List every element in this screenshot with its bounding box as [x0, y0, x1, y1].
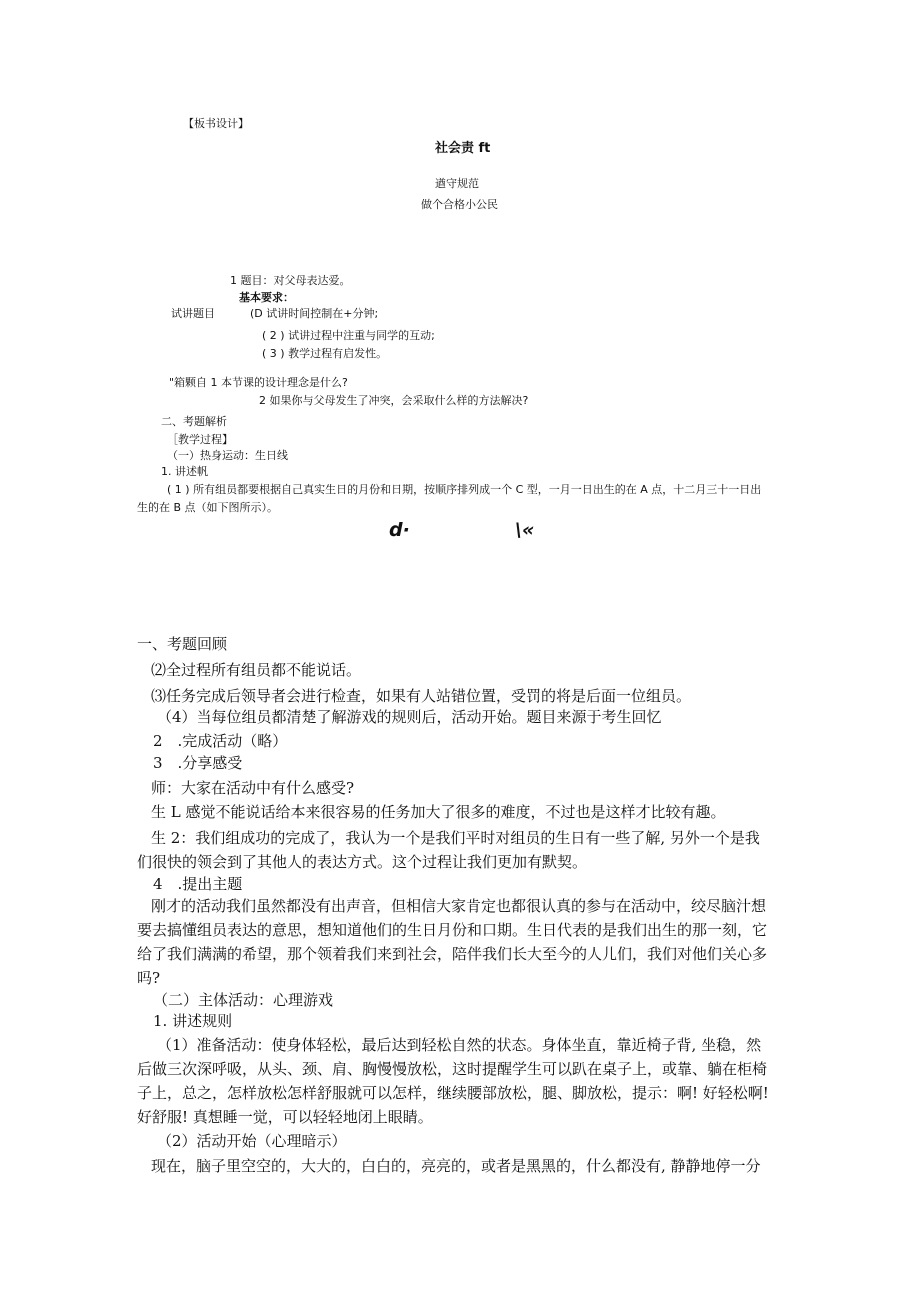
requirement-3: ( 3 ) 教学过程有启发性。: [262, 347, 388, 360]
review-point-2: ⑵全过程所有组员都不能说话。: [151, 661, 362, 679]
teaching-process-label: ［教学过程】: [167, 433, 233, 446]
trial-side-label: 试讲题目: [171, 307, 215, 320]
student-1-answer: 生 L 感觉不能说话给本来很容易的任务加大了很多的难度，不过也是这样才比较有趣。: [151, 803, 726, 821]
rule-1-line-2: 生的在 B 点（如下图所示）。: [137, 501, 279, 514]
theme-line-1: 刚才的活动我们虽然都没有出声音，但相信大家肯定也都很认真的参与在活动中，绞尽脑汁想: [151, 897, 767, 915]
rule-1-line-1: ( 1 ) 所有组员都要根据自己真实生日的月份和日期，按顺序排列成一个 C 型，一月一日出生的在 A 点，十二月三十一日出: [167, 483, 762, 496]
theme-line-3: 给了我们满满的希望，那个领着我们来到社会，陪伴我们长大至今的人儿们，我们对他们关心多: [137, 945, 768, 963]
explain-rules-heading: 1. 讲述规则: [153, 1012, 233, 1030]
board-line-1: 遒守规范: [435, 177, 479, 190]
figure-glyph-left: d·: [389, 519, 410, 541]
prep-line-2: 后做三次深呼吸，从头、颈、肩、胸慢慢放松，这时提醒学生可以趴在桌子上，或靠、躺在柜椅: [137, 1060, 768, 1078]
prep-line-4: 好舒服! 真想睡一觉，可以轻轻地闭上眼睛。: [137, 1108, 433, 1126]
question-1: "箱颗自 1 本节课的设计理念是什么?: [169, 376, 348, 389]
board-title: 社会责 ft: [435, 141, 491, 156]
trial-topic: 1 题目：对父母表达爱。: [230, 274, 351, 287]
step-2: 2 .完成活动（略）: [153, 732, 288, 750]
main-activity-heading: （二）主体活动：心理游戏: [153, 991, 334, 1009]
step-4: 4 .提出主题: [153, 875, 243, 893]
requirements-heading: 基本要求：: [239, 291, 294, 304]
review-heading: 一、考题回顾: [137, 635, 228, 653]
teacher-question: 师：大家在活动中有什么感受?: [151, 779, 355, 797]
review-point-4: （4）当每位组员都清楚了解游戏的规则后，活动开始。题目来源于考生回忆: [157, 708, 662, 726]
figure-glyph-right: \«: [515, 519, 535, 541]
prep-line-3: 子上，总之，怎样放松怎样舒服就可以怎样，继续腰部放松，腿、脚放松，提示：啊! 好轻松啊!: [137, 1084, 769, 1102]
step-3: 3 .分享感受: [153, 754, 243, 772]
warmup-heading: （一）热身运动：生日线: [167, 449, 288, 462]
activity-start-heading: （2）活动开始（心理暗示）: [157, 1132, 347, 1150]
review-point-3: ⑶任务完成后领导者会进行检查，如果有人站错位置，受罚的将是后面一位组员。: [151, 687, 692, 705]
guided-script-line: 现在，脑子里空空的，大大的，白白的，亮亮的，或者是黑黑的，什么都没有, 静静地停一分: [151, 1157, 761, 1175]
requirement-2: ( 2 ) 试讲过程中注重与同学的互动;: [262, 329, 435, 342]
theme-line-2: 要去搞懂组员表达的意思，想知道他们的生日月份和口期。生日代表的是我们出生的那一刻，它: [137, 921, 768, 939]
requirement-1: (D 试讲时间控制在+分钟;: [250, 307, 379, 320]
board-label: 【板书设计】: [183, 117, 249, 130]
student-2-answer-line-1: 生 2：我们组成功的完成了，我认为一个是我们平时对组员的生日有一些了解, 另外一个是我: [151, 829, 760, 847]
theme-line-4: 吗?: [137, 969, 161, 987]
analysis-heading: 二、考题解析: [161, 415, 227, 428]
prep-line-1: （1）准备活动：使身体轻松，最后达到轻松自然的状态。身体坐直，靠近椅子背, 坐稳，然: [157, 1036, 762, 1054]
student-2-answer-line-2: 们很快的领会到了其他人的表达方式。这个过程让我们更加有默契。: [137, 853, 588, 871]
board-line-2: 做个合格小公民: [421, 198, 498, 211]
explain-heading: 1. 讲述帆: [161, 465, 208, 478]
question-2: 2 如果你与父母发生了冲突，会采取什么样的方法解决?: [259, 394, 529, 407]
